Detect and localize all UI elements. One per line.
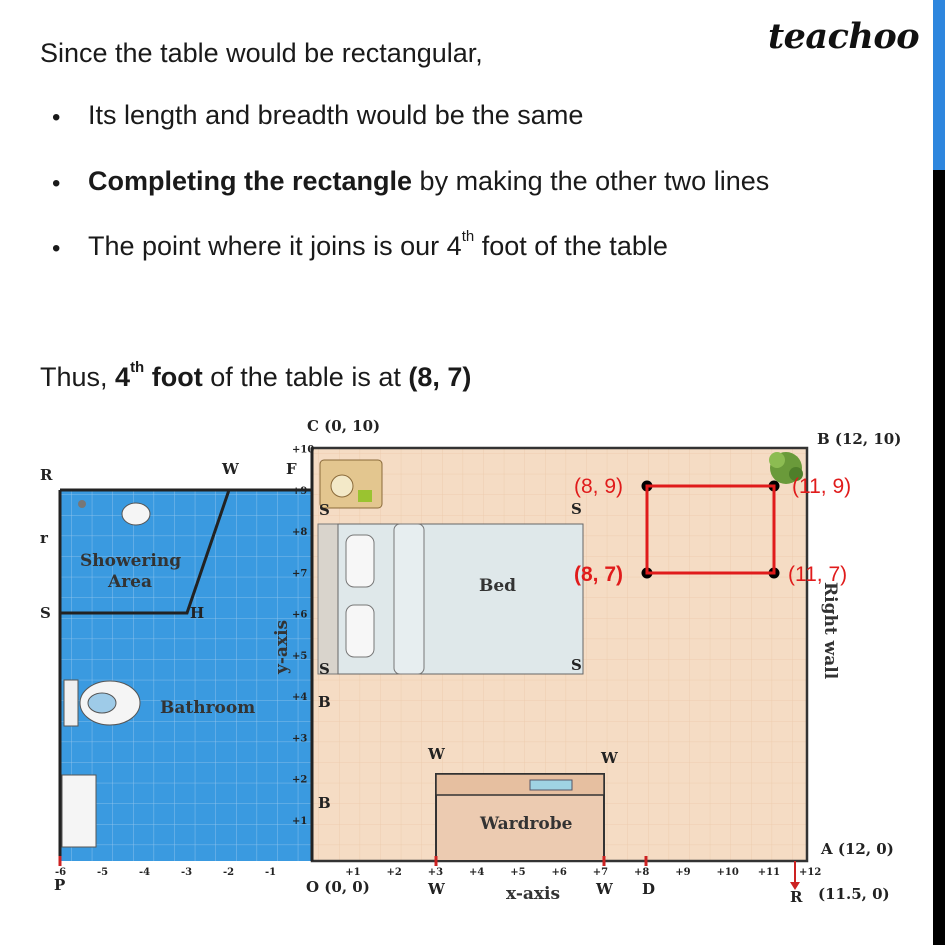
label-b2: B [318, 693, 331, 711]
x-tick-label: +5 [510, 867, 526, 878]
bed [338, 524, 583, 674]
y-tick-label: +5 [292, 650, 308, 662]
side-bar [933, 170, 945, 945]
x-tick-label: +3 [427, 867, 444, 878]
table-foot-label: (11, 9) [792, 475, 852, 498]
lamp-icon [331, 475, 353, 497]
y-tick-label: +6 [292, 609, 308, 621]
x-tick-label: -6 [55, 867, 67, 878]
x-tick-label: -5 [97, 867, 109, 878]
label-p: P [54, 876, 66, 894]
label-h: H [190, 604, 205, 622]
sink-icon [62, 775, 96, 847]
bullet-dot: • [52, 104, 61, 131]
label-s3: S [571, 500, 582, 518]
label-bed: Bed [479, 576, 517, 596]
x-tick-label: -2 [223, 867, 235, 878]
label-showering: Showering [80, 551, 182, 571]
y-tick-label: +10 [292, 444, 315, 456]
label-b: B (12, 10) [817, 430, 902, 448]
label-r1: (11.5, 0) [818, 885, 890, 903]
y-tick-label: +7 [292, 568, 308, 580]
label-s4: S [319, 501, 330, 519]
bullet-2: Completing the rectangle by making the other two lines [88, 166, 770, 196]
label-area: Area [108, 572, 152, 592]
bed-headboard [318, 524, 340, 674]
shower-head-icon [122, 503, 150, 525]
pillow [346, 605, 374, 657]
x-tick-label: +11 [757, 867, 781, 878]
label-wardrobe: Wardrobe [480, 814, 573, 834]
pillow [346, 535, 374, 587]
label-w1: W [428, 880, 445, 898]
y-tick-label: +3 [292, 733, 308, 745]
label-y-axis: y-axis [272, 619, 292, 674]
book-icon [358, 490, 372, 502]
conclusion-text: Thus, 4th foot of the table is at (8, 7) [40, 359, 472, 392]
x-tick-label: -1 [265, 867, 277, 878]
table-foot-label: (8, 7) [574, 563, 624, 586]
label-w4: W [428, 745, 445, 763]
bullet-dot: • [52, 170, 61, 197]
table-foot-label: (8, 9) [574, 475, 624, 498]
bullet-1: Its length and breadth would be the same [88, 100, 584, 130]
x-tick-label: +8 [634, 867, 650, 878]
label-b1: B [318, 794, 331, 812]
label-bathroom: Bathroom [160, 698, 256, 718]
accent-bar [933, 0, 945, 170]
y-tick-label: +1 [292, 815, 308, 827]
label-w3: W [601, 749, 618, 767]
label-right-wall: Right wall [820, 582, 840, 680]
y-tick-label: +9 [292, 485, 308, 497]
x-tick-label: +10 [716, 867, 739, 878]
x-tick-label: +12 [799, 867, 822, 878]
label-o: O (0, 0) [306, 878, 370, 896]
y-tick-label: +2 [292, 774, 308, 786]
label-d1: D [642, 880, 656, 898]
x-tick-label: +2 [386, 867, 402, 878]
y-tick-label: +8 [292, 527, 308, 538]
x-tick-label: +9 [675, 867, 691, 878]
y-tick-label: +4 [292, 692, 308, 703]
label-c: C (0, 10) [307, 417, 381, 435]
x-tick-label: +7 [592, 867, 609, 878]
label-r-small: r [40, 529, 48, 547]
x-tick-label: +6 [551, 867, 567, 878]
label-s2: S [571, 656, 582, 674]
label-w2: W [596, 880, 613, 898]
teachoo-logo: teachoo [768, 16, 920, 57]
label-f: F [286, 460, 297, 478]
label-r: R [40, 466, 53, 484]
label-s1: S [319, 660, 330, 678]
label-w: W [222, 460, 239, 478]
x-tick-label: -3 [181, 867, 193, 878]
label-a: A (12, 0) [821, 840, 894, 858]
intro-text: Since the table would be rectangular, [40, 38, 483, 68]
table-foot-label: (11, 7) [788, 563, 848, 586]
room-floor-plan [30, 412, 920, 932]
label-s: S [40, 604, 51, 622]
x-tick-label: -4 [139, 867, 151, 878]
x-tick-label: +4 [469, 867, 485, 878]
x-tick-label: +1 [345, 867, 361, 878]
label-x-axis: x-axis [506, 884, 561, 904]
bullet-3: The point where it joins is our 4th foot of the table [88, 228, 668, 261]
bullet-dot: • [52, 235, 61, 262]
label-r-sub: R [790, 888, 803, 906]
